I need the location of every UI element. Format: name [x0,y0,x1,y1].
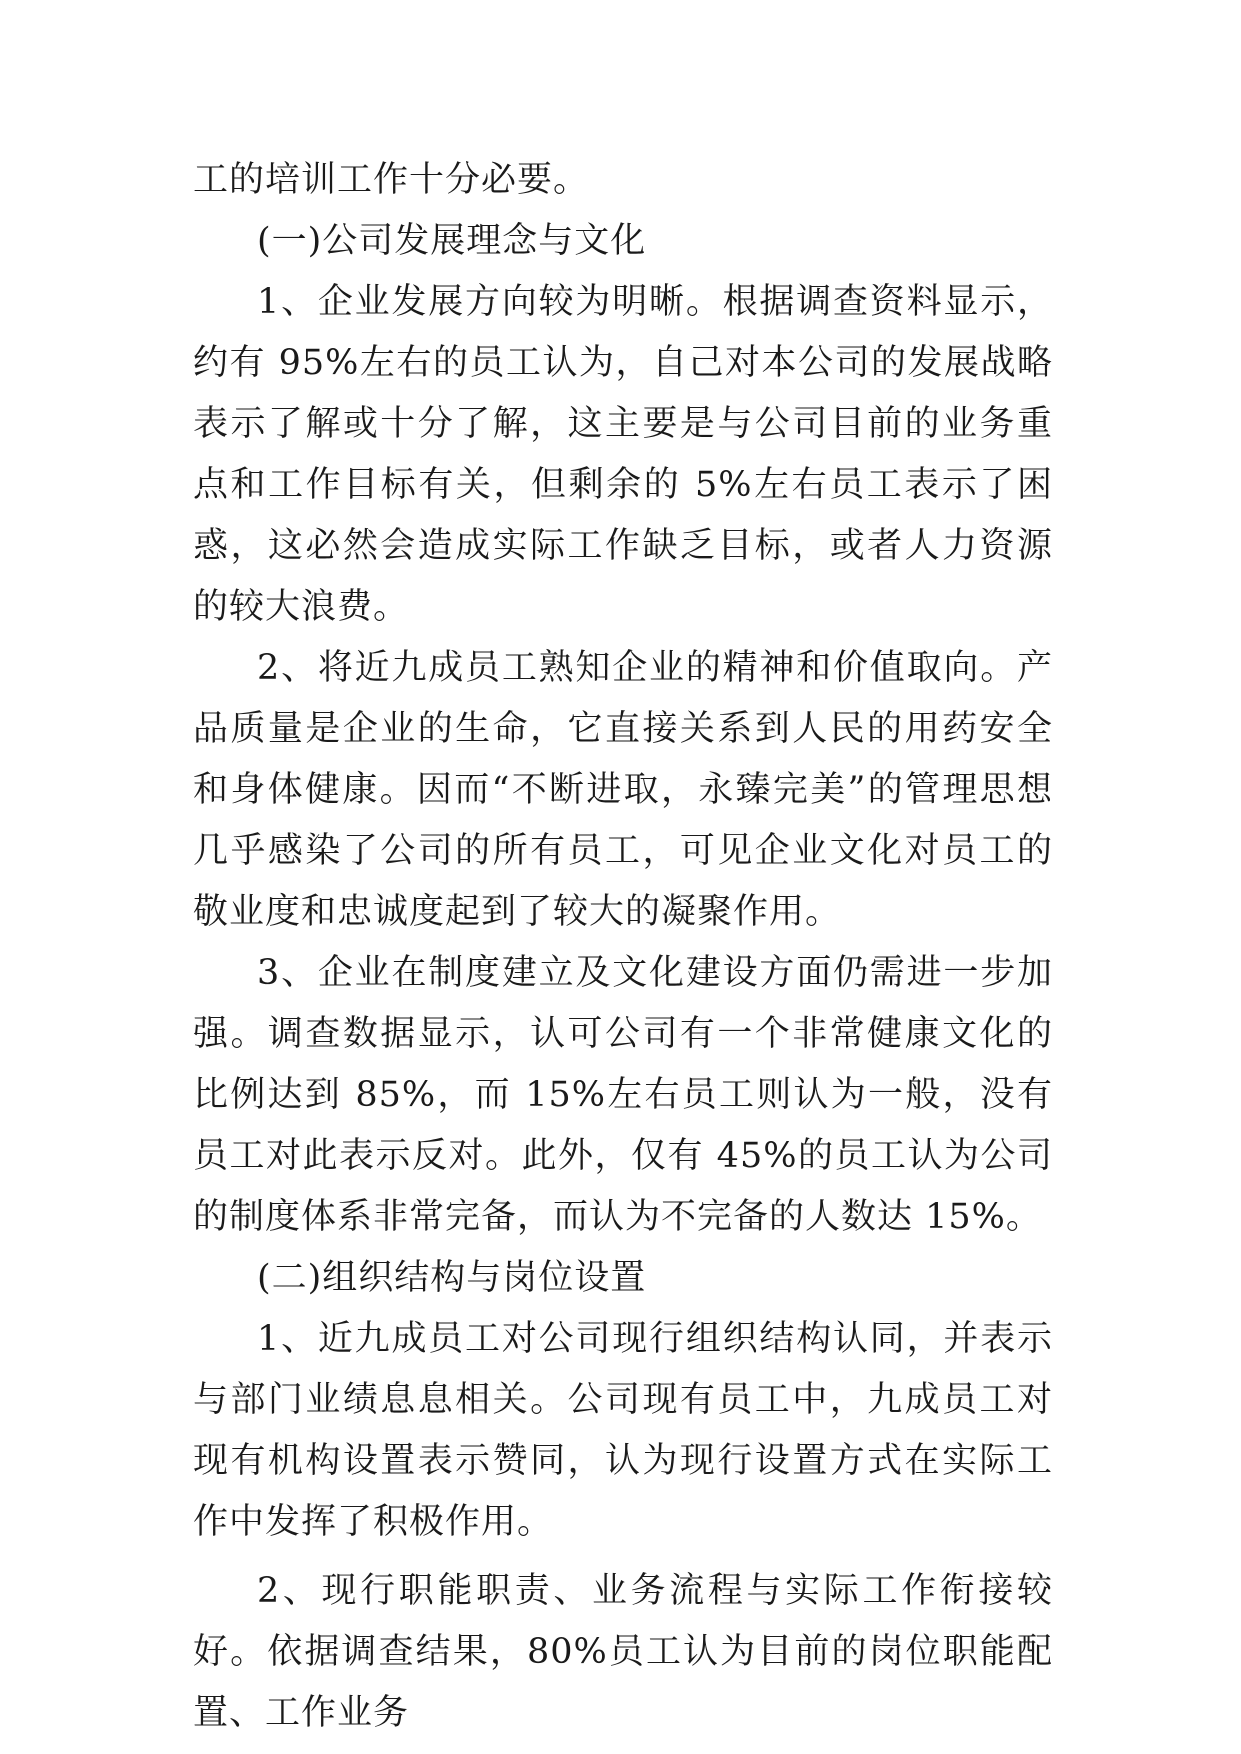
paragraph-2-2: 2、现行职能职责、业务流程与实际工作衔接较好。依据调查结果，80%员工认为目前的岗位职能配置、工作业务 [193,1571,1053,1733]
paragraph-1-1: 1、企业发展方向较为明晰。根据调查资料显示，约有 95%左右的员工认为，自己对本公司的发展战略表示了解或十分了解，这主要是与公司目前的业务重点和工作目标有关，但剩余的 5%左右员工表示了困惑，这必然会造成实际工作缺乏目标，或者人力资源的较大浪费。 [193,282,1053,627]
paragraph-1-3: 3、企业在制度建立及文化建设方面仍需进一步加强。调查数据显示，认可公司有一个非常健康文化的比例达到 85%，而 15%左右员工则认为一般，没有员工对此表示反对。此外，仅有 45%的员工认为公司的制度体系非常完备，而认为不完备的人数达 15%。 [193,953,1053,1237]
section-heading-2: (二)组织结构与岗位设置 [257,1258,647,1298]
paragraph-continuation: 工的培训工作十分必要。 [193,160,590,200]
paragraph-2-1: 1、近九成员工对公司现行组织结构认同，并表示与部门业绩息息相关。公司现有员工中，九成员工对现有机构设置表示赞同，认为现行设置方式在实际工作中发挥了积极作用。 [193,1319,1053,1542]
document-page [193,150,1053,1744]
section-heading-1: (一)公司发展理念与文化 [257,221,647,261]
paragraph-1-2: 2、将近九成员工熟知企业的精神和价值取向。产品质量是企业的生命，它直接关系到人民的用药安全和身体健康。因而“不断进取，永臻完美”的管理思想几乎感染了公司的所有员工，可见企业文化对员工的敬业度和忠诚度起到了较大的凝聚作用。 [193,648,1053,932]
